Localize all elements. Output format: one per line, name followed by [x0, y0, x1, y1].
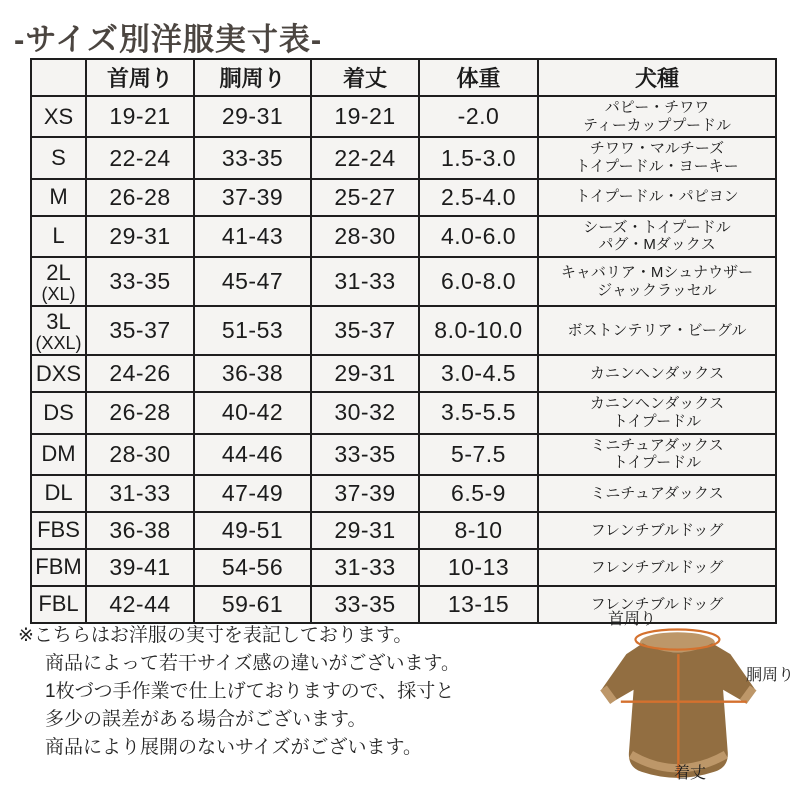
chest-value: 49-51	[194, 512, 311, 549]
breeds-value: チワワ・マルチーズ トイプードル・ヨーキー	[538, 137, 776, 178]
chest-value: 29-31	[194, 96, 311, 137]
note-line: 商品によって若干サイズ感の違いがございます。	[45, 653, 460, 675]
weight-value: 5-7.5	[419, 434, 538, 475]
note-line: ※こちらはお洋服の実寸を表記しております。	[18, 625, 413, 646]
breeds-value: キャバリア・Mシュナウザー ジャックラッセル	[538, 257, 776, 306]
length-value: 35-37	[311, 306, 419, 355]
table-row	[31, 306, 776, 355]
table-row	[31, 355, 776, 392]
size-label: DL	[31, 475, 86, 512]
table-row	[31, 137, 776, 178]
table-row	[31, 216, 776, 257]
header-breed: 犬種	[538, 59, 776, 96]
weight-value: 6.5-9	[419, 475, 538, 512]
header-length: 着丈	[311, 59, 419, 96]
size-label: DM	[31, 434, 86, 475]
length-value: 31-33	[311, 549, 419, 586]
header-row	[31, 59, 776, 96]
size-label: S	[31, 137, 86, 178]
chest-value: 41-43	[194, 216, 311, 257]
weight-value: 8-10	[419, 512, 538, 549]
table-row	[31, 475, 776, 512]
weight-value: 1.5-3.0	[419, 137, 538, 178]
neck-value: 31-33	[86, 475, 194, 512]
size-table	[30, 58, 777, 624]
neck-value: 24-26	[86, 355, 194, 392]
neck-value: 29-31	[86, 216, 194, 257]
size-label: FBM	[31, 549, 86, 586]
chest-value: 40-42	[194, 392, 311, 433]
neck-value: 35-37	[86, 306, 194, 355]
chest-value: 45-47	[194, 257, 311, 306]
length-value: 22-24	[311, 137, 419, 178]
page-title: -サイズ別洋服実寸表-	[14, 22, 323, 57]
chest-value: 36-38	[194, 355, 311, 392]
table-row	[31, 257, 776, 306]
table-row	[31, 512, 776, 549]
chest-value: 44-46	[194, 434, 311, 475]
size-label: 2L (XL)	[31, 257, 86, 306]
table-row	[31, 392, 776, 433]
weight-value: 3.0-4.5	[419, 355, 538, 392]
neck-value: 19-21	[86, 96, 194, 137]
length-value: 25-27	[311, 179, 419, 216]
notes-block	[18, 622, 578, 763]
length-value: 30-32	[311, 392, 419, 433]
table-row	[31, 96, 776, 137]
breeds-value: シーズ・トイプードル パグ・Mダックス	[538, 216, 776, 257]
size-label: 3L (XXL)	[31, 306, 86, 355]
chest-value: 51-53	[194, 306, 311, 355]
breeds-value: ボストンテリア・ビーグル	[538, 306, 776, 355]
weight-value: -2.0	[419, 96, 538, 137]
size-label: M	[31, 179, 86, 216]
note-line: 商品により展開のないサイズがございます。	[45, 737, 422, 759]
table-row	[31, 549, 776, 586]
measurement-diagram	[560, 596, 800, 800]
breeds-value: フレンチブルドッグ	[538, 586, 776, 623]
length-value: 31-33	[311, 257, 419, 306]
length-value: 29-31	[311, 355, 419, 392]
neck-value: 39-41	[86, 549, 194, 586]
size-label: XS	[31, 96, 86, 137]
weight-value: 4.0-6.0	[419, 216, 538, 257]
breeds-value: フレンチブルドッグ	[538, 549, 776, 586]
chest-value: 59-61	[194, 586, 311, 623]
breeds-value: ミニチュアダックス トイプードル	[538, 434, 776, 475]
size-label: FBS	[31, 512, 86, 549]
neck-value: 28-30	[86, 434, 194, 475]
note-line: 多少の誤差がある場合がございます。	[45, 709, 367, 731]
breeds-value: カニンヘンダックス	[538, 355, 776, 392]
table-row	[31, 179, 776, 216]
length-value: 33-35	[311, 434, 419, 475]
breeds-value: トイプードル・パピヨン	[538, 179, 776, 216]
weight-value: 6.0-8.0	[419, 257, 538, 306]
chest-value: 54-56	[194, 549, 311, 586]
length-value: 19-21	[311, 96, 419, 137]
size-label: FBL	[31, 586, 86, 623]
length-value: 28-30	[311, 216, 419, 257]
neck-value: 26-28	[86, 392, 194, 433]
size-label: L	[31, 216, 86, 257]
chest-value: 37-39	[194, 179, 311, 216]
weight-value: 2.5-4.0	[419, 179, 538, 216]
breeds-value: カニンヘンダックス トイプードル	[538, 392, 776, 433]
neck-value: 36-38	[86, 512, 194, 549]
chest-measure-label: 胴周り	[746, 667, 795, 684]
weight-value: 3.5-5.5	[419, 392, 538, 433]
length-value: 29-31	[311, 512, 419, 549]
breeds-value: パピー・チワワ ティーカッププードル	[538, 96, 776, 137]
neck-value: 33-35	[86, 257, 194, 306]
table-row	[31, 434, 776, 475]
chest-value: 33-35	[194, 137, 311, 178]
size-label: DXS	[31, 355, 86, 392]
neck-value: 22-24	[86, 137, 194, 178]
breeds-value: フレンチブルドッグ	[538, 512, 776, 549]
length-value: 33-35	[311, 586, 419, 623]
neck-value: 42-44	[86, 586, 194, 623]
size-table-header	[31, 59, 776, 96]
weight-value: 10-13	[419, 549, 538, 586]
neck-value: 26-28	[86, 179, 194, 216]
note-line: 1枚づつ手作業で仕上げておりますので、採寸と	[45, 681, 455, 703]
length-value: 37-39	[311, 475, 419, 512]
length-measure-label: 着丈	[674, 765, 707, 782]
header-chest: 胴周り	[194, 59, 311, 96]
weight-value: 13-15	[419, 586, 538, 623]
weight-value: 8.0-10.0	[419, 306, 538, 355]
size-label: DS	[31, 392, 86, 433]
header-blank	[31, 59, 86, 96]
size-table-body	[31, 96, 776, 623]
chest-value: 47-49	[194, 475, 311, 512]
neck-measure-label: 首周り	[608, 611, 657, 628]
header-neck: 首周り	[86, 59, 194, 96]
breeds-value: ミニチュアダックス	[538, 475, 776, 512]
header-weight: 体重	[419, 59, 538, 96]
